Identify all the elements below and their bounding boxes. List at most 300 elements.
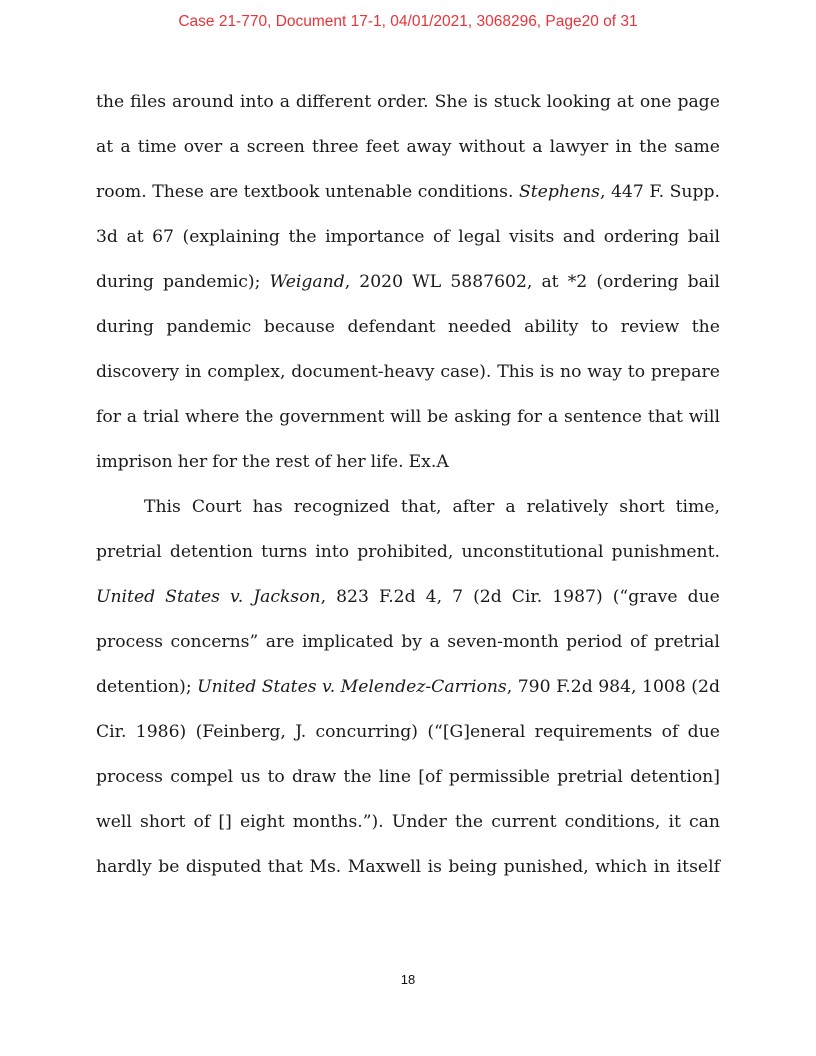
word [688,266,720,311]
text: requirements [534,722,653,742]
text: This [497,362,535,382]
text: 447 [611,182,644,202]
text: a [279,92,290,112]
text: into [239,92,274,112]
text: These [152,182,204,202]
word [390,401,421,446]
text: period [566,632,623,652]
word [230,581,243,626]
text: for [212,452,238,472]
word [96,806,132,851]
word [668,806,680,851]
word [418,176,514,221]
text-line [96,266,720,311]
word [433,221,450,266]
word [266,626,295,671]
text: (ordering [596,272,679,292]
word [612,536,720,581]
word [504,851,589,896]
word [518,671,551,716]
text: prepare [650,362,720,382]
word [455,806,483,851]
text: Maxwell [347,857,422,877]
word [392,806,447,851]
text: punishment. [611,542,720,562]
word [552,581,602,626]
text: prohibited, [357,542,454,562]
text: (2d [473,587,502,607]
text-line [96,761,720,806]
text: a [505,497,516,517]
word [611,176,644,221]
text: time, [675,497,720,517]
word [165,581,220,626]
word [96,266,154,311]
text: , [344,272,351,292]
text: page [677,92,720,112]
word [366,131,400,176]
italic-text: v. [230,587,244,607]
text: the [639,137,668,157]
word [642,671,686,716]
word [377,86,429,131]
word [541,266,558,311]
word [630,761,720,806]
text: relatively [526,497,609,517]
text: by [401,632,422,652]
text: us [240,767,261,787]
word [314,446,331,491]
word [96,401,121,446]
text: review [620,317,680,337]
word [136,716,186,761]
text: of [314,452,332,472]
text-line [96,131,720,176]
word [315,536,349,581]
italic-text: Stephens [518,182,600,202]
text: Under [391,812,447,832]
word [654,851,671,896]
word [292,761,336,806]
text: 1008 [642,677,686,697]
text: at [96,137,114,157]
text: (“[G]eneral [427,722,526,742]
word [96,86,124,131]
word [654,626,720,671]
word [359,266,403,311]
text: that [647,407,683,427]
word [458,221,500,266]
text: are [209,182,239,202]
word [253,491,283,536]
text: is [539,362,555,382]
word [379,581,416,626]
word [427,716,525,761]
word [158,851,179,896]
text: 984, [598,677,637,697]
word [379,761,411,806]
text: (2d [691,677,720,697]
word [218,806,231,851]
word [96,761,163,806]
word [96,356,179,401]
text: concerns” [170,632,259,652]
text: government [279,407,385,427]
word [401,491,442,536]
word [428,851,442,896]
text: files [130,92,167,112]
word [170,761,233,806]
text: (Feinberg, [195,722,286,742]
text: 823 [336,587,369,607]
word [325,176,412,221]
word [295,716,306,761]
italic-text: States [165,587,220,607]
word [240,761,260,806]
text: in [615,137,632,157]
word [196,716,286,761]
text: disputed [185,857,262,877]
word [560,356,581,401]
word [550,131,609,176]
text: away [406,137,452,157]
text: (explaining [182,227,280,247]
word [293,806,384,851]
word [452,581,463,626]
text: pretrial [654,632,720,652]
text: months.”). [292,812,384,832]
word [371,446,404,491]
word [517,401,542,446]
text: 5887602, [450,272,533,292]
text: untenable [325,182,413,202]
text: recognized [293,497,390,517]
word [491,806,556,851]
text: will [390,407,422,427]
text: for [517,407,543,427]
word [630,626,647,671]
word [565,806,661,851]
text: is [427,857,442,877]
word [143,401,179,446]
text-line [96,311,720,356]
word [448,851,497,896]
text: F. [649,182,665,202]
text-line [96,536,720,581]
word [348,851,421,896]
italic-text: Jackson [253,587,321,607]
text: case). [440,362,492,382]
word [170,536,253,581]
word [677,86,719,131]
text: 790 [517,677,551,697]
word [640,86,672,131]
text: rest [275,452,310,472]
word [138,131,177,176]
text-line [96,356,720,401]
word [639,131,667,176]
word [418,761,441,806]
text: turns [261,542,308,562]
text: 2020 [359,272,404,292]
text: order. [377,92,429,112]
word [532,131,542,176]
word [557,761,623,806]
text: detention] [630,767,720,787]
text: conditions. [417,182,514,202]
text: pretrial [96,542,162,562]
text: same [674,137,720,157]
text: can [689,812,720,832]
text: Court [191,497,242,517]
text: different [295,92,372,112]
text: it [668,812,681,832]
word [280,86,290,131]
word [182,221,279,266]
text: current [491,812,557,832]
word [429,626,439,671]
word [448,311,512,356]
text: around [172,92,234,112]
word [96,716,126,761]
word [325,221,424,266]
text: sentence [563,407,642,427]
word [648,401,683,446]
text: without [458,137,526,157]
text: after [452,497,495,517]
text: over [183,137,223,157]
text: punished, [503,857,589,877]
text: one [639,92,672,112]
word [604,221,680,266]
text: into [315,542,350,562]
text: during [96,317,154,337]
text-line [96,716,720,761]
text: of [432,227,450,247]
text: legal [458,227,501,247]
text: detention [169,542,254,562]
word [591,311,608,356]
text: process [96,767,164,787]
word [426,581,442,626]
text: a [547,407,559,427]
word [474,86,488,131]
word [184,131,222,176]
body-text [96,86,720,896]
word [670,176,720,221]
word [130,86,166,131]
text: [of [418,767,442,787]
word [96,311,154,356]
text: which [595,857,648,877]
word [268,761,285,806]
word [649,176,664,221]
word [127,401,137,446]
text-line [96,446,720,491]
word [197,671,512,716]
word [435,86,468,131]
text: line [378,767,412,787]
word [535,716,653,761]
text-line [96,221,720,266]
text: pandemic); [162,272,261,292]
word [676,491,720,536]
text: looking [546,92,611,112]
text: compel [170,767,234,787]
word [207,356,285,401]
word [96,671,192,716]
word [296,86,371,131]
text: no [560,362,582,382]
word [427,401,448,446]
text: process [96,632,164,652]
text: has [252,497,283,517]
word [171,626,259,671]
word [689,401,720,446]
text: feet [365,137,400,157]
text: itself [676,857,720,877]
text: visits [509,227,555,247]
word [689,806,720,851]
word [692,311,720,356]
word [440,356,491,401]
text: to [627,362,646,382]
text: for [96,407,121,427]
word [152,176,204,221]
text-line [96,491,720,536]
text: the [343,767,372,787]
text: 4, [425,587,443,607]
text-line [96,86,720,131]
text: Cir. [511,587,543,607]
word [598,671,636,716]
word [261,536,307,581]
text: detention); [96,677,192,697]
text: This [144,497,181,517]
text: short [140,812,186,832]
paragraph [96,86,720,491]
text: asking [454,407,512,427]
text: Ms. [309,857,342,877]
word [186,851,261,896]
text: during [96,272,154,292]
word [357,536,453,581]
word [473,581,502,626]
text: stuck [493,92,541,112]
word [556,671,593,716]
text: draw [292,767,337,787]
word [651,356,720,401]
word [291,356,434,401]
text: at [616,92,634,112]
word [120,131,130,176]
word [240,86,274,131]
text: F.2d [556,677,593,697]
text: in [184,362,202,382]
word [447,626,558,671]
word [166,311,251,356]
text: room. [96,182,147,202]
word [566,626,622,671]
word [688,716,720,761]
word [688,581,720,626]
word [178,446,207,491]
word [677,851,720,896]
word [96,131,113,176]
text: the [242,452,271,472]
text: 1987) [552,587,603,607]
word [524,311,578,356]
text: three [312,137,359,157]
text: well [96,812,132,832]
word [209,176,238,221]
text: importance [325,227,425,247]
text-line [96,851,720,896]
text: hardly [96,857,152,877]
word [242,446,270,491]
text: 3d [96,227,118,247]
paragraph [96,491,720,896]
word [152,221,174,266]
word [96,176,147,221]
italic-text: United States v. Melendez-Carrions [197,677,507,697]
text: complex, [207,362,286,382]
text: F.2d [378,587,416,607]
word [96,581,155,626]
word [245,401,273,446]
text: time [137,137,177,157]
word [564,401,642,446]
word [450,266,532,311]
text: the [96,92,125,112]
text: of [193,812,211,832]
word [309,851,341,896]
word [336,446,365,491]
text: WL [412,272,442,292]
text: textbook [243,182,320,202]
text: that, [400,497,442,517]
text: bail [687,227,720,247]
text-line [96,176,720,221]
text: ability [524,317,579,337]
word [294,491,390,536]
text: 1986) [135,722,187,742]
text: a [229,137,240,157]
text: trial [142,407,180,427]
word [497,356,534,401]
text: the [454,812,484,832]
word [163,266,260,311]
text: of [629,632,647,652]
word [316,716,418,761]
text: of [661,722,679,742]
text: due [687,722,720,742]
word [548,401,558,446]
text: the [245,407,274,427]
word [688,221,720,266]
text: where [185,407,240,427]
word [279,401,384,446]
text: and [562,227,596,247]
word [336,581,369,626]
text: to [590,317,609,337]
case-header: Case 21-770, Document 17-1, 04/01/2021, 3068296, Page20 of 31 [178,13,638,30]
word [194,806,211,851]
word [240,806,285,851]
text: discovery [96,362,180,382]
word [96,221,118,266]
text: (“grave [612,587,678,607]
